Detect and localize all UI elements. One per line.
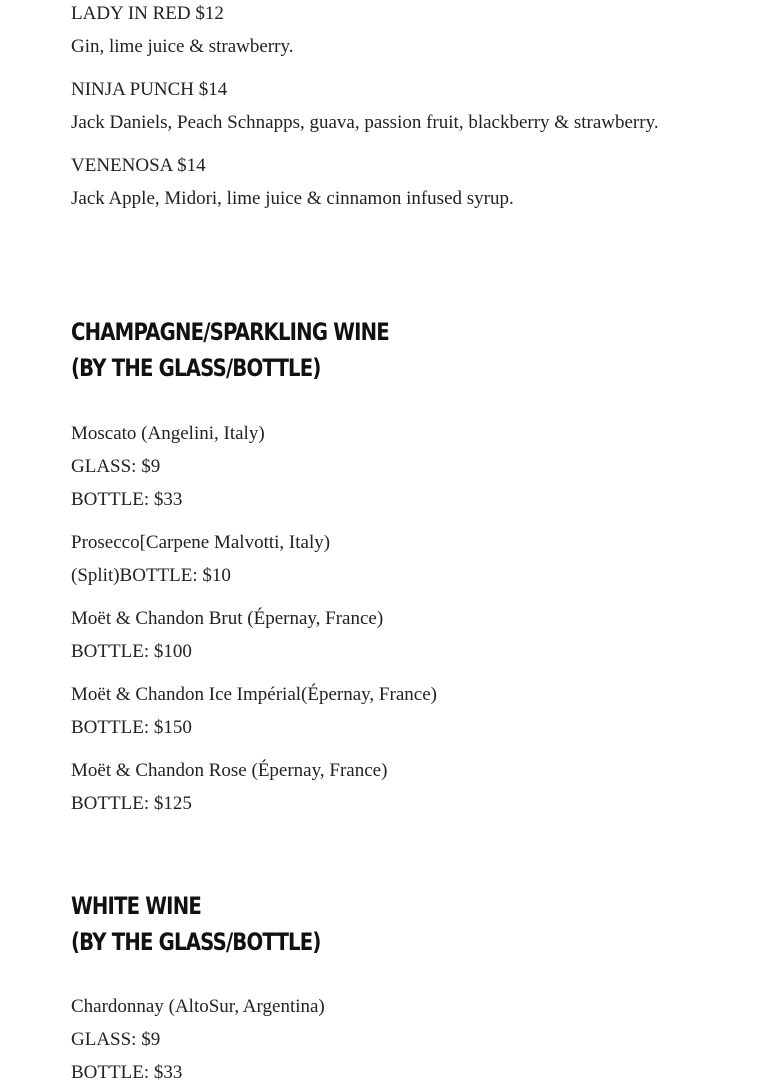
glass-price: GLASS: $9 [71, 1029, 161, 1050]
wine-item [71, 990, 711, 1089]
bottle-price: BOTTLE: $125 [71, 793, 192, 814]
bottle-price: BOTTLE: $33 [71, 489, 183, 510]
section-subheading: (BY THE GLASS/BOTTLE) [71, 928, 321, 956]
glass-price: GLASS: $9 [71, 456, 161, 477]
bottle-price: (Split)BOTTLE: $10 [71, 565, 231, 586]
wine-item [71, 417, 711, 516]
section-subheading: (BY THE GLASS/BOTTLE) [71, 354, 321, 382]
bottle-price: BOTTLE: $33 [71, 1062, 183, 1083]
cocktail-name: NINJA PUNCH $14 [71, 79, 228, 100]
wine-item [71, 602, 711, 668]
section-heading: CHAMPAGNE/SPARKLING WINE [71, 318, 389, 346]
cocktail-description: Gin, lime juice & strawberry. [71, 36, 294, 57]
cocktail-description: Jack Daniels, Peach Schnapps, guava, passion fruit, blackberry & strawberry. [71, 112, 659, 133]
cocktail-name: VENENOSA $14 [71, 155, 206, 176]
section-heading: WHITE WINE [71, 892, 201, 920]
white-wine-list [71, 990, 711, 1089]
bottle-price: BOTTLE: $100 [71, 641, 192, 662]
wine-name: Moët & Chandon Rose (Épernay, France) [71, 760, 388, 781]
wine-name: Moët & Chandon Brut (Épernay, France) [71, 608, 384, 629]
wine-item [71, 678, 711, 744]
wine-name: Moët & Chandon Ice Impérial(Épernay, France) [71, 684, 437, 705]
sparkling-list [71, 417, 711, 820]
bottle-price: BOTTLE: $150 [71, 717, 192, 738]
wine-name: Moscato (Angelini, Italy) [71, 423, 265, 444]
cocktail-list [71, 0, 711, 215]
wine-name: Prosecco[Carpene Malvotti, Italy) [71, 532, 331, 553]
cocktail-item [71, 0, 711, 63]
wine-item [71, 754, 711, 820]
cocktail-name: LADY IN RED $12 [71, 3, 224, 24]
cocktail-item [71, 149, 711, 215]
cocktail-item [71, 73, 711, 139]
sparkling-section [71, 314, 711, 386]
cocktail-description: Jack Apple, Midori, lime juice & cinnamon infused syrup. [71, 188, 514, 209]
wine-item [71, 526, 711, 592]
wine-name: Chardonnay (AltoSur, Argentina) [71, 996, 325, 1017]
white-wine-section [71, 888, 711, 960]
